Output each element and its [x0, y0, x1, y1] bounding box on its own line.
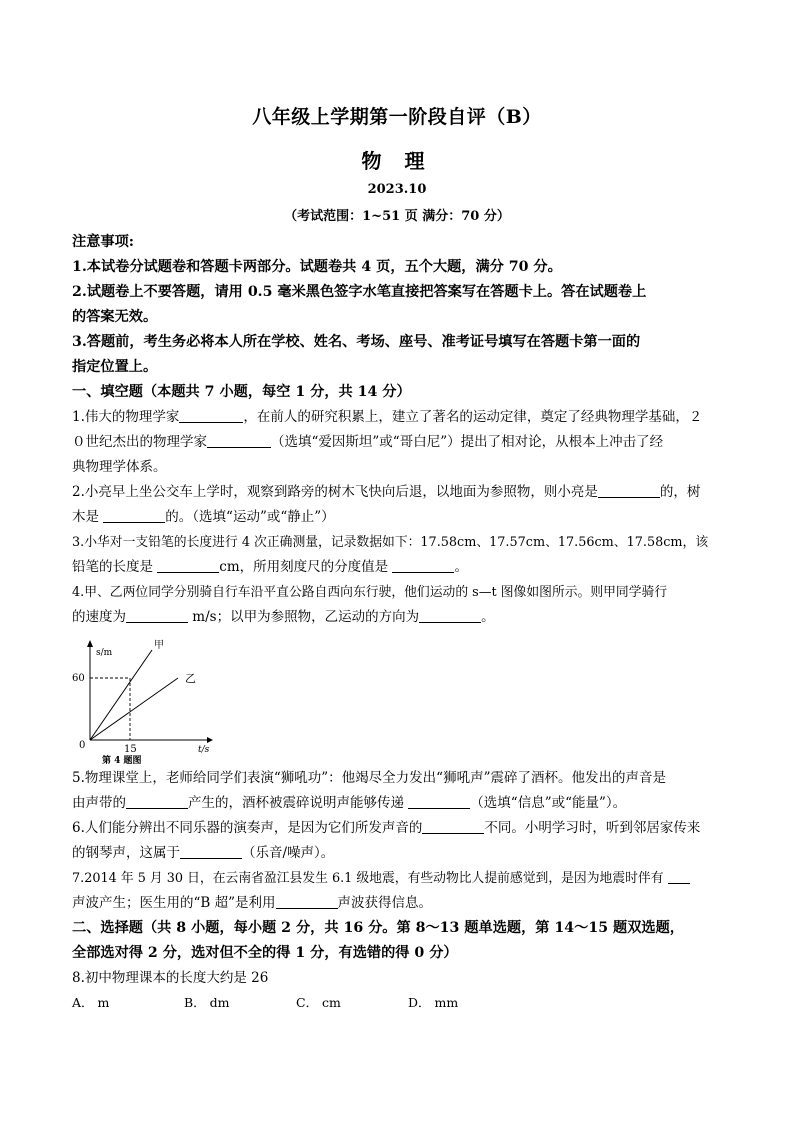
exam-scope: （考试范围：1~51 页 满分：70 分） — [284, 209, 510, 224]
answer-blank — [180, 844, 242, 859]
question-6-line-1: 6.人们能分辨出不同乐器的演奏声，是因为它们所发声音的 不同。小明学习时，听到邻居家传来 — [72, 820, 701, 836]
figure-caption: 第 4 题图 — [102, 756, 142, 766]
question-8-stem: 8.初中物理课本的长度大约是 26 — [72, 970, 269, 986]
notice-item-2: 2.试题卷上不要答题，请用 0.5 毫米黑色签字水笔直接把答案写在答题卡上。答在试题卷上 — [72, 284, 647, 300]
exam-content — [72, 230, 724, 1015]
question-3-line-2: 铅笔的长度是 cm，所用刻度尺的分度值是 。 — [72, 559, 468, 575]
notice-item-3-cont: 指定位置上。 — [72, 359, 158, 375]
notice-item-3: 3.答题前，考生务必将本人所在学校、姓名、考场、座号、准考证号填写在答题卡第一面的 — [72, 334, 641, 350]
exam-title: 八年级上学期第一阶段自评（B） — [252, 106, 542, 128]
origin-label: 0 — [79, 740, 86, 751]
x-axis-label: t/s — [198, 745, 210, 755]
question-1-line-2: ０世纪杰出的物理学家 （选填“爱因斯坦”或“哥白尼”）提出了相对论，从根本上冲击了经 — [72, 434, 664, 450]
question-1-line-1: 1.伟大的物理学家 ，在前人的研究积累上，建立了著名的运动定律，奠定了经典物理学基础，２ — [72, 409, 703, 425]
x-axis-arrow — [207, 737, 213, 743]
st-graph-figure — [72, 630, 724, 766]
notice-item-2-cont: 的答案无效。 — [72, 309, 158, 325]
option-d: D． mm — [408, 995, 459, 1010]
answer-blank — [207, 433, 271, 448]
answer-blank — [157, 558, 219, 573]
question-2-line-2: 木是 的。（选填“运动”或“静止”） — [72, 509, 335, 525]
question-7-line-2: 声波产生；医生用的“B 超”是利用 声波获得信息。 — [72, 895, 433, 911]
notice-item-1: 1.本试卷分试题卷和答题卡两部分。试题卷共 4 页，五个大题，满分 70 分。 — [72, 259, 562, 275]
answer-blank — [668, 869, 690, 884]
question-2-line-1: 2.小亮早上坐公交车上学时，观察到路旁的树木飞快向后退，以地面为参照物，则小亮是 的，树 — [72, 484, 701, 500]
question-3-line-1: 3.小华对一支铅笔的长度进行 4 次正确测量，记录数据如下：17.58cm、17.57cm、17.56cm、17.58cm，该 — [72, 535, 709, 550]
line-yi — [90, 678, 178, 740]
question-4-line-1: 4.甲、乙两位同学分别骑自行车沿平直公路自西向东行驶，他们运动的 s—t 图像如图所示。则甲同学骑行 — [72, 585, 668, 600]
label-jia: 甲 — [154, 640, 164, 651]
y-tick-60: 60 — [72, 673, 85, 684]
answer-blank — [126, 794, 188, 809]
answer-blank — [392, 558, 454, 573]
answer-blank — [408, 794, 470, 809]
option-b: B． dm — [184, 995, 230, 1010]
subject-title: 物 理 — [361, 149, 433, 173]
question-1-line-3: 典物理学体系。 — [72, 459, 167, 475]
y-axis-label: s/m — [96, 648, 113, 658]
answer-blank — [419, 608, 481, 623]
option-c: C． cm — [296, 995, 341, 1010]
x-tick-15: 15 — [124, 744, 137, 755]
answer-blank — [179, 408, 243, 423]
question-5-line-1: 5.物理课堂上，老师给同学们表演“狮吼功”：他竭尽全力发出“狮吼声”震碎了酒杯。他发出的声音是 — [72, 770, 666, 786]
st-graph — [72, 636, 222, 766]
answer-blank — [126, 608, 188, 623]
y-axis-arrow — [87, 640, 93, 647]
notice-heading: 注意事项: — [72, 234, 134, 250]
line-jia — [90, 650, 152, 740]
question-4-line-2: 的速度为 m/s；以甲为参照物，乙运动的方向为 。 — [72, 609, 495, 625]
question-8-options — [72, 991, 724, 1015]
answer-blank — [103, 508, 165, 523]
answer-blank — [276, 894, 338, 909]
exam-date: 2023.10 — [367, 182, 427, 197]
question-5-line-2: 由声带的 产生的，酒杯被震碎说明声能够传递 （选填“信息”或“能量”）。 — [72, 795, 627, 811]
section2-heading: 二、选择题（共 8 小题，每小题 2 分，共 16 分。第 8～13 题单选题，第 14～15 题双选题， — [72, 920, 684, 936]
answer-blank — [598, 483, 660, 498]
label-yi: 乙 — [185, 672, 196, 685]
option-a: A． m — [72, 995, 110, 1010]
section1-heading: 一、填空题（本题共 7 小题，每空 1 分，共 14 分） — [72, 384, 411, 400]
question-7-line-1: 7.2014 年 5 月 30 日，在云南省盈江县发生 6.1 级地震，有些动物比人提前感觉到，是因为地震时伴有 — [72, 866, 724, 891]
question-6-line-2: 的钢琴声，这属于 （乐音/噪声）。 — [72, 845, 335, 861]
section2-heading-cont: 全部选对得 2 分，选对但不全的得 1 分，有选错的得 0 分） — [72, 945, 458, 961]
answer-blank — [422, 819, 484, 834]
